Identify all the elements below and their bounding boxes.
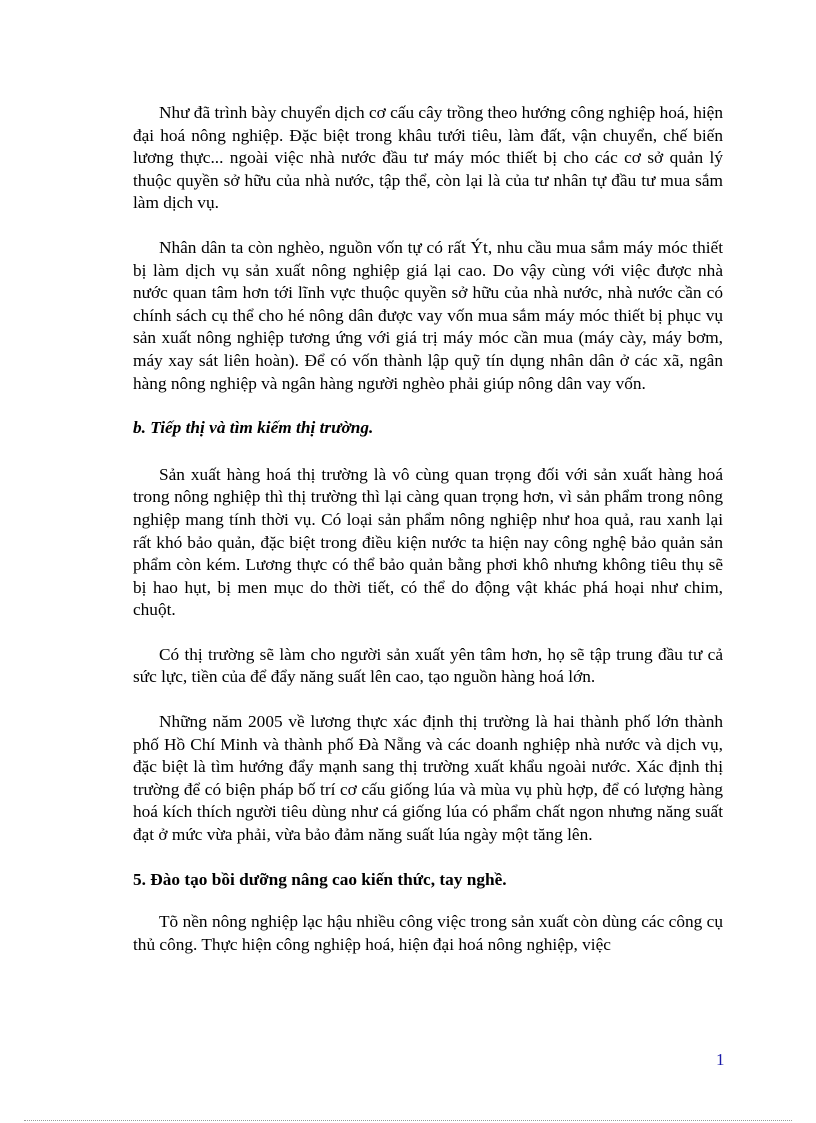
- paragraph-mechanization: Như đã trình bày chuyển dịch cơ cấu cây trồng theo hướng công nghiệp hoá, hiện đại hoá nông nghiệp. Đặc biệt trong khâu tưới tiêu, làm đất, vận chuyển, chế biến lương thực... ngoài việc nhà nước đầu tư máy móc thiết bị cho các cơ sở quản lý thuộc quyền sở hữu của nhà nước, tập thể, còn lại là của tư nhân tự đầu tư mua sắm làm dịch vụ.: [133, 103, 723, 213]
- page-number: 1: [716, 1050, 725, 1069]
- paragraph-capital-loans: Nhân dân ta còn nghèo, nguồn vốn tự có rất Ýt, nhu cầu mua sắm máy móc thiết bị làm dịch vụ sản xuất nông nghiệp giá lại cao. Do vậy cùng với việc được nhà nước quan tâm hơn tới lĩnh vực thuộc quyền sở hữu của nhà nước, nhà nước cần có chính sách cụ thể cho hé nông dân được vay vốn mua sắm máy móc thiết bị phục vụ sản xuất nông nghiệp tương ứng với giá trị máy móc cần mua (máy cày, máy bơm, máy xay sát liên hoàn). Để có vốn thành lập quỹ tín dụng nhân dân ở các xã, ngân hàng nông nghiệp và ngân hàng người nghèo phải giúp nông dân vay vốn.: [133, 237, 723, 393]
- paragraph-training: Tõ nền nông nghiệp lạc hậu nhiều công việc trong sản xuất còn dùng các công cụ thủ công. Thực hiện công nghiệp hoá, hiện đại hoá nông nghiệp, việc: [133, 912, 723, 954]
- paragraph-market-importance: Sản xuất hàng hoá thị trường là vô cùng quan trọng đối với sản xuất hàng hoá trong nông nghiệp thì thị trường thì lại càng quan trọng hơn, vì sản phẩm trong nông nghiệp mang tính thời vụ. Có loại sản phẩm nông nghiệp như hoa quả, rau xanh lại rất khó bảo quản, đặc biệt trong điều kiện nước ta hiện nay công nghệ bảo quản sản phẩm còn kém. Lương thực có thể bảo quản bằng phơi khô nhưng không tiêu thụ sẽ bị hao hụt, bị men mục do thời tiết, có thể do động vật khác phá hoại như chim, chuột.: [133, 464, 723, 620]
- paragraph-market-2005: Những năm 2005 về lương thực xác định thị trường là hai thành phố lớn thành phố Hồ Chí Minh và thành phố Đà Nẵng và các doanh nghiệp nhà nước và dịch vụ, đặc biệt là tìm hướng đẩy mạnh sang thị trường xuất khẩu ngoài nước. Xác định thị trường để có biện pháp bố trí cơ cấu giống lúa và mùa vụ phù hợp, để có lượng hàng hoá kích thích người tiêu dùng như cá giống lúa có phẩm chất ngon nhưng năng suất đạt ở mức vừa phải, vừa bảo đảm năng suất lúa ngày một tăng lên.: [133, 712, 723, 845]
- section-heading-marketing: b. Tiếp thị và tìm kiếm thị trường.: [133, 418, 374, 438]
- paragraph-market-confidence: Có thị trường sẽ làm cho người sản xuất yên tâm hơn, họ sẽ tập trung đầu tư cả sức lực, tiền của để đẩy năng suất lên cao, tạo nguồn hàng hoá lớn.: [133, 644, 723, 687]
- page-break-divider: [24, 1120, 792, 1121]
- document-body: [133, 102, 723, 978]
- section-heading-training: 5. Đào tạo bồi dưỡng nâng cao kiến thức, tay nghề.: [133, 869, 507, 889]
